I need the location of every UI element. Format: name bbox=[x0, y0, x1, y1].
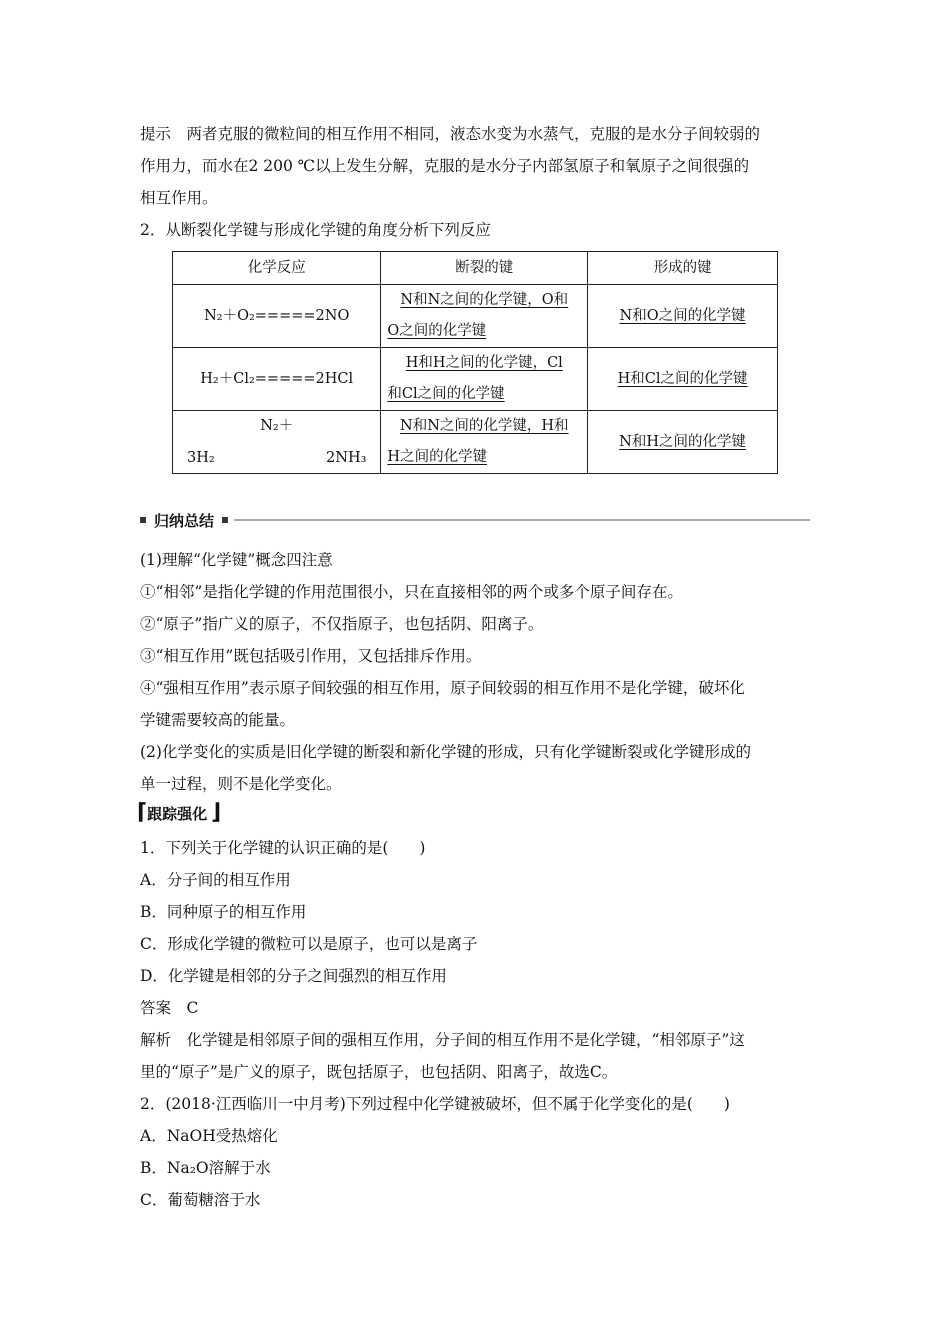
question-stem: 2．(2018·江西临川一中月考)下列过程中化学键被破坏，但不属于化学变化的是( ) bbox=[140, 1095, 730, 1113]
reaction-cell: H₂＋Cl₂=====2HCl bbox=[173, 348, 381, 411]
summary-heading bbox=[140, 510, 810, 530]
formed-bond-text: H和Cl之间的化学键 bbox=[617, 370, 748, 387]
analysis-line: 解析 化学键是相邻原子间的强相互作用，分子间的相互作用不是化学键，“相邻原子”这 bbox=[140, 1031, 745, 1049]
option-d: D．化学键是相邻的分子之间强烈的相互作用 bbox=[140, 967, 447, 985]
broken-bond-cell bbox=[381, 285, 588, 348]
option-c: C．形成化学键的微粒可以是原子，也可以是离子 bbox=[140, 935, 478, 953]
divider bbox=[234, 519, 810, 521]
summary-line: (2)化学变化的实质是旧化学键的断裂和新化学键的形成，只有化学键断裂或化学键形成的 bbox=[140, 743, 751, 761]
tracking-heading bbox=[137, 800, 221, 826]
summary-line: 学键需要较高的能量。 bbox=[140, 711, 296, 729]
reaction-part: 3H₂ bbox=[187, 450, 215, 466]
option-a: A．NaOH受热熔化 bbox=[140, 1127, 278, 1145]
square-bullet-icon bbox=[140, 517, 146, 523]
summary-line: 单一过程，则不是化学变化。 bbox=[140, 775, 342, 793]
broken-bond-line: N和N之间的化学键，O和 bbox=[400, 292, 569, 308]
broken-bond-line: O之间的化学键 bbox=[387, 323, 487, 339]
answer: 答案 C bbox=[140, 999, 199, 1017]
option-b: B．同种原子的相互作用 bbox=[140, 903, 307, 921]
formed-bond-cell bbox=[588, 411, 778, 474]
right-bracket-icon: ⌋ bbox=[211, 800, 222, 825]
broken-bond-line: H和H之间的化学键，Cl bbox=[405, 355, 563, 371]
broken-bond-cell bbox=[381, 348, 588, 411]
table-row bbox=[173, 285, 778, 348]
tracking-title: 跟踪强化 bbox=[147, 804, 208, 823]
broken-bond-line: H之间的化学键 bbox=[387, 449, 488, 465]
left-bracket-icon: ⌈ bbox=[137, 800, 148, 825]
reaction-part: N₂＋ bbox=[260, 418, 294, 434]
option-a: A．分子间的相互作用 bbox=[140, 871, 291, 889]
option-c: C．葡萄糖溶于水 bbox=[140, 1191, 261, 1209]
reaction-part: 2NH₃ bbox=[326, 450, 367, 466]
question-2-title: 2．从断裂化学键与形成化学键的角度分析下列反应 bbox=[140, 221, 491, 239]
reaction-bond-table bbox=[172, 251, 778, 474]
header-reaction: 化学反应 bbox=[173, 252, 381, 285]
hint-line-2: 作用力，而水在2 200 ℃以上发生分解，克服的是水分子内部氢原子和氧原子之间很强的 bbox=[140, 157, 750, 175]
table-row bbox=[173, 348, 778, 411]
header-broken-bond: 断裂的键 bbox=[381, 252, 588, 285]
formed-bond-text: N和H之间的化学键 bbox=[619, 433, 747, 450]
formed-bond-text: N和O之间的化学键 bbox=[619, 307, 746, 324]
option-b: B．Na₂O溶解于水 bbox=[140, 1159, 271, 1177]
hint-line-3: 相互作用。 bbox=[140, 189, 218, 207]
square-bullet-icon bbox=[222, 517, 228, 523]
summary-line: (1)理解“化学键”概念四注意 bbox=[140, 551, 333, 569]
analysis-line: 里的“原子”是广义的原子，既包括原子，也包括阴、阳离子，故选C。 bbox=[140, 1063, 618, 1081]
hint-line-1: 提示 两者克服的微粒间的相互作用不相同，液态水变为水蒸气，克服的是水分子间较弱的 bbox=[140, 125, 761, 143]
table-row bbox=[173, 411, 778, 474]
header-formed-bond: 形成的键 bbox=[588, 252, 778, 285]
summary-line: ③“相互作用”既包括吸引作用，又包括排斥作用。 bbox=[140, 647, 482, 665]
broken-bond-line: 和Cl之间的化学键 bbox=[387, 386, 505, 402]
reaction-cell: N₂＋O₂=====2NO bbox=[173, 285, 381, 348]
summary-line: ④“强相互作用”表示原子间较强的相互作用，原子间较弱的相互作用不是化学键，破坏化 bbox=[140, 679, 745, 697]
formed-bond-cell bbox=[588, 348, 778, 411]
formed-bond-cell bbox=[588, 285, 778, 348]
summary-line: ②“原子”指广义的原子，不仅指原子，也包括阴、阳离子。 bbox=[140, 615, 544, 633]
question-stem: 1．下列关于化学键的认识正确的是( ) bbox=[140, 839, 426, 857]
table-header-row bbox=[173, 252, 778, 285]
summary-line: ①“相邻”是指化学键的作用范围很小，只在直接相邻的两个或多个原子间存在。 bbox=[140, 583, 683, 601]
reaction-cell bbox=[173, 411, 381, 474]
broken-bond-cell bbox=[381, 411, 588, 474]
summary-title: 归纳总结 bbox=[154, 511, 215, 530]
broken-bond-line: N和N之间的化学键，H和 bbox=[400, 418, 569, 434]
